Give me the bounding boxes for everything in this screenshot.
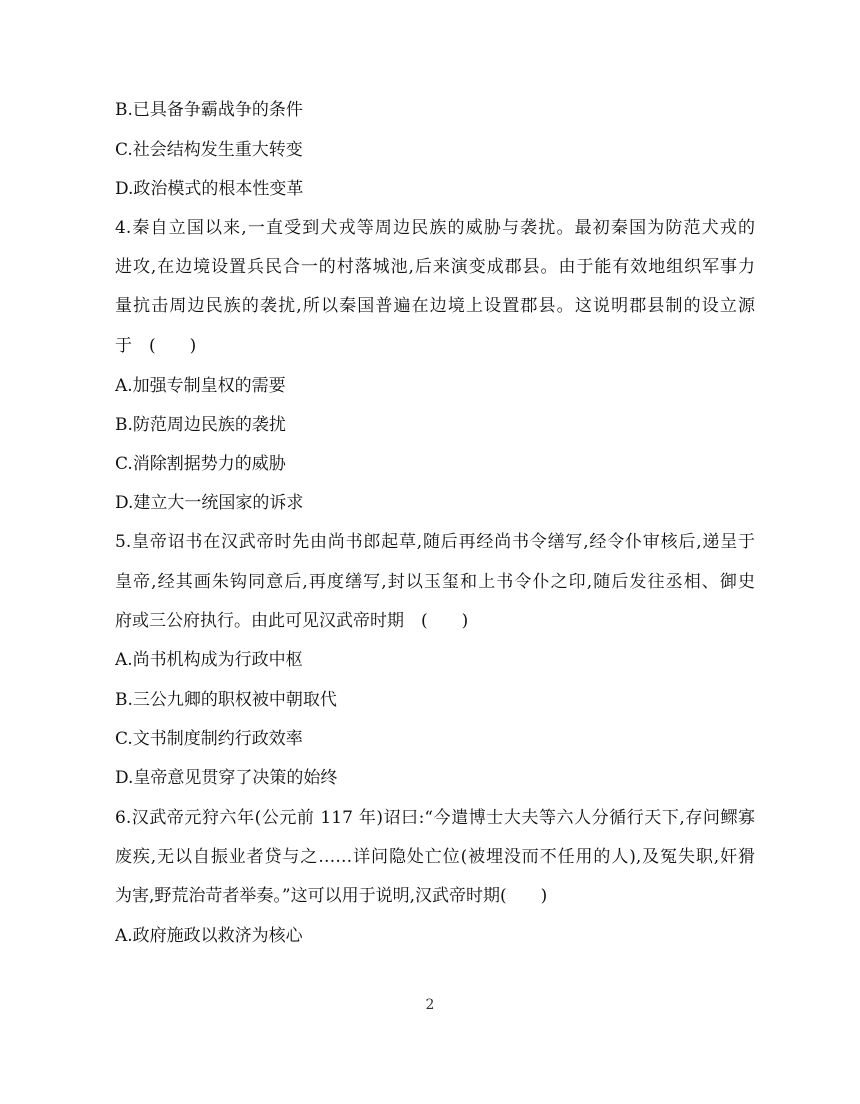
option-d-q3: D.政治模式的根本性变革: [115, 179, 304, 199]
option-d-q4: D.建立大一统国家的诉求: [115, 493, 304, 513]
page-number: 2: [425, 997, 435, 1013]
option-a-q4: A.加强专制皇权的需要: [115, 376, 286, 396]
option-c-q3: C.社会结构发生重大转变: [115, 140, 303, 160]
question-4-line-2: 进攻,在边境设置兵民合一的村落城池,后来演变成郡县。由于能有效地组织军事力: [115, 257, 755, 277]
question-4-line-3: 量抗击周边民族的袭扰,所以秦国普遍在边境上设置郡县。这说明郡县制的设立源: [115, 296, 755, 316]
question-5-line-3: 府或三公府执行。由此可见汉武帝时期 ( ): [115, 611, 469, 631]
option-a-q5: A.尚书机构成为行政中枢: [115, 650, 303, 670]
option-c-q5: C.文书制度制约行政效率: [115, 729, 303, 749]
question-5-line-2: 皇帝,经其画朱钩同意后,再度缮写,封以玉玺和上书令仆之印,随后发往丞相、御史: [115, 572, 755, 592]
question-4-line-4: 于 ( ): [115, 336, 197, 356]
question-5-line-1: 5.皇帝诏书在汉武帝时先由尚书郎起草,随后再经尚书令缮写,经令仆审核后,递呈于: [115, 532, 755, 552]
option-b-q3: B.已具备争霸战争的条件: [115, 100, 303, 120]
option-d-q5: D.皇帝意见贯穿了决策的始终: [115, 768, 338, 788]
question-4-line-1: 4.秦自立国以来,一直受到犬戎等周边民族的威胁与袭扰。最初秦国为防范犬戎的: [115, 218, 755, 238]
question-6-line-2: 废疾,无以自振业者贷与之……详问隐处亡位(被埋没而不任用的人),及冤失职,奸猾: [115, 847, 755, 867]
question-6-line-1: 6.汉武帝元狩六年(公元前 117 年)诏曰:“今遣博士大夫等六人分循行天下,存问鳏寡: [115, 808, 755, 828]
option-b-q4: B.防范周边民族的袭扰: [115, 415, 286, 435]
question-6-line-3: 为害,野荒治苛者举奏。”这可以用于说明,汉武帝时期( ): [115, 886, 548, 906]
option-c-q4: C.消除割据势力的威胁: [115, 454, 286, 474]
option-a-q6: A.政府施政以救济为核心: [115, 926, 303, 946]
option-b-q5: B.三公九卿的职权被中朝取代: [115, 690, 337, 710]
